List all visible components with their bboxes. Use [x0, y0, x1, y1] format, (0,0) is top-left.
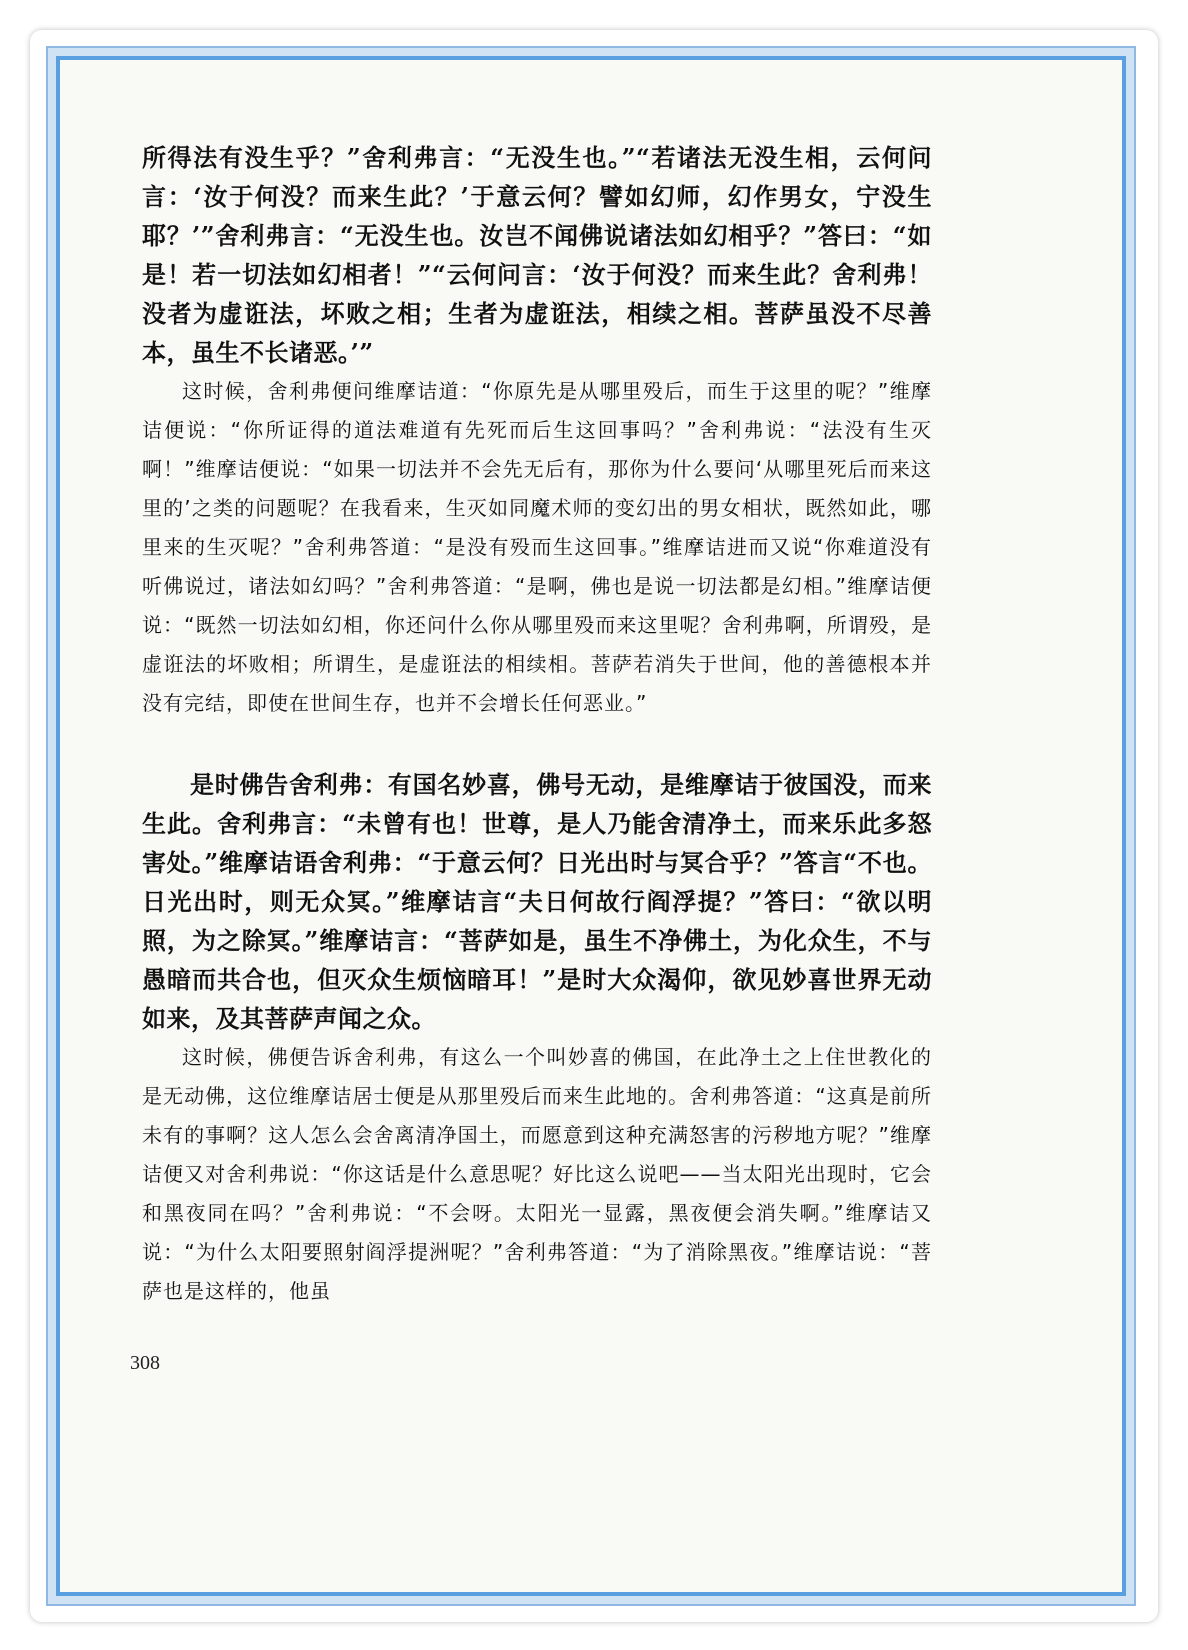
- translation-paragraph-2: 这时候，佛便告诉舍利弗，有这么一个叫妙喜的佛国，在此净土之上住世教化的是无动佛，这位维摩诘居士便是从那里殁后而来生此地的。舍利弗答道：“这真是前所未有的事啊？这人怎么会舍离清净国土，而愿意到这种充满怒害的污秽地方呢？”维摩诘便又对舍利弗说：“你这话是什么意思呢？好比这么说吧——当太阳光出现时，它会和黑夜同在吗？”舍利弗说：“不会呀。太阳光一显露，黑夜便会消失啊。”维摩诘又说：“为什么太阳要照射阎浮提洲呢？”舍利弗答道：“为了消除黑夜。”维摩诘说：“菩萨也是这样的，他虽: [142, 1045, 932, 1303]
- page-content: [142, 138, 932, 1311]
- translation-paragraph-1: 这时候，舍利弗便问维摩诘道：“你原先是从哪里殁后，而生于这里的呢？”维摩诘便说：“你所证得的道法难道有先死而后生这回事吗？”舍利弗说：“法没有生灭啊！”维摩诘便说：“如果一切法并不会先无后有，那你为什么要问‘从哪里死后而来这里的’之类的问题呢？在我看来，生灭如同魔术师的变幻出的男女相状，既然如此，哪里来的生灭呢？”舍利弗答道：“是没有殁而生这回事。”维摩诘进而又说“你难道没有听佛说过，诸法如幻吗？”舍利弗答道：“是啊，佛也是说一切法都是幻相。”维摩诘便说：“既然一切法如幻相，你还问什么你从哪里殁而来这里呢？舍利弗啊，所谓殁，是虚诳法的坏败相；所谓生，是虚诳法的相续相。菩萨若消失于世间，他的善德根本并没有完结，即使在世间生存，也并不会增长任何恶业。”: [142, 379, 932, 715]
- section-gap: [142, 723, 932, 765]
- classic-text-paragraph-1: 所得法有没生乎？”舍利弗言：“无没生也。”“若诸法无没生相，云何问言：‘汝于何没？而来生此？’于意云何？譬如幻师，幻作男女，宁没生耶？’”舍利弗言：“无没生也。汝岂不闻佛说诸法如幻相乎？”答曰：“如是！若一切法如幻相者！”“云何问言：‘汝于何没？而来生此？舍利弗！没者为虚诳法，坏败之相；生者为虚诳法，相续之相。菩萨虽没不尽善本，虽生不长诸恶。’”: [142, 143, 932, 367]
- page-number: 308: [130, 1352, 160, 1374]
- classic-text-paragraph-2: 是时佛告舍利弗：有国名妙喜，佛号无动，是维摩诘于彼国没，而来生此。舍利弗言：“未曾有也！世尊，是人乃能舍清净土，而来乐此多怒害处。”维摩诘语舍利弗：“于意云何？日光出时与冥合乎？”答言“不也。日光出时，则无众冥。”维摩诘言“夫日何故行阎浮提？”答曰：“欲以明照，为之除冥。”维摩诘言：“菩萨如是，虽生不净佛土，为化众生，不与愚暗而共合也，但灭众生烦恼暗耳！”是时大众渴仰，欲见妙喜世界无动如来，及其菩萨声闻之众。: [142, 770, 932, 1033]
